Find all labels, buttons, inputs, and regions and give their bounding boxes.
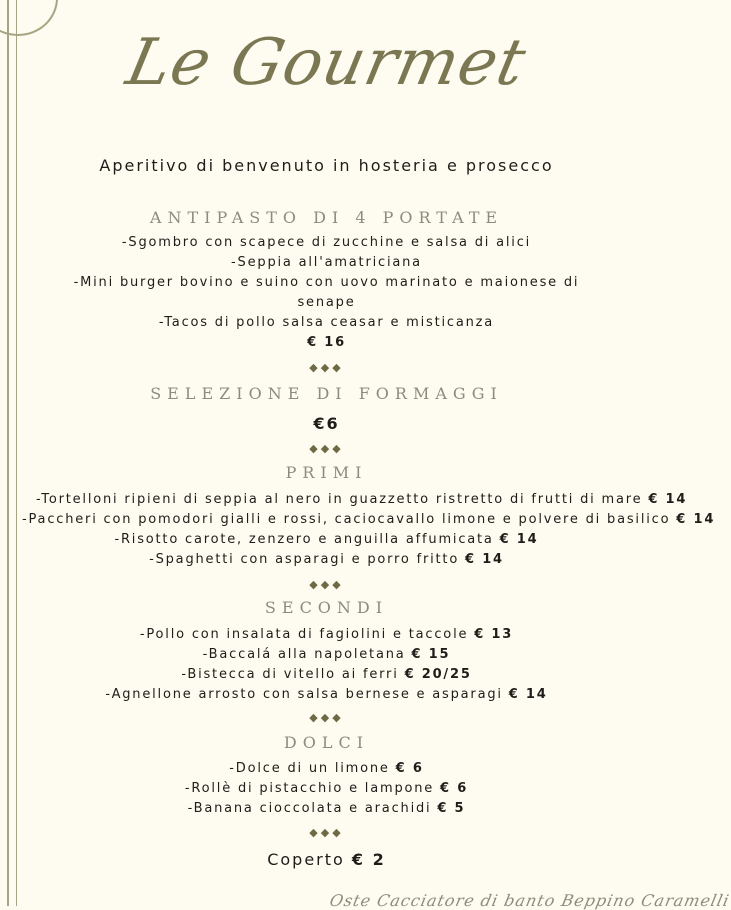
separator-diamonds: ◆◆◆ [309,711,344,724]
formaggi-price: €6 [313,414,340,433]
antipasto-heading: ANTIPASTO DI 4 PORTATE [149,208,504,227]
primi-item: -Tortelloni ripieni di seppia al nero in guazzetto ristretto di frutti di mare € 14 [36,492,688,507]
secondi-item: -Pollo con insalata di fagiolini e taccole € 13 [139,627,514,642]
dolci-heading: DOLCI [283,733,370,752]
welcome-text: Aperitivo di benvenuto in hosteria e prosecco [99,156,554,175]
dolci-item: -Dolce di un limone € 6 [229,761,424,776]
primi-item: -Risotto carote, zenzero e anguilla affumicata € 14 [114,532,539,547]
secondi-item: -Bistecca di vitello ai ferri € 20/25 [181,667,472,682]
footer-signature: Oste Cacciatore di banto Beppino Caramelli [327,891,731,910]
restaurant-title: Le Gourmet [120,26,533,100]
antipasto-item: -Seppia all'amatriciana [231,255,422,270]
secondi-heading: SECONDI [264,598,389,617]
separator-diamonds: ◆◆◆ [309,826,344,839]
coperto-line: Coperto € 2 [267,850,386,869]
primi-item: -Paccheri con pomodori gialli e rossi, caciocavallo limone e polvere di basilico € 14 [22,512,716,527]
primi-item: -Spaghetti con asparagi e porro fritto € 14 [149,552,504,567]
primi-heading: PRIMI [285,463,368,482]
antipasto-item: senape [297,295,356,310]
secondi-item: -Baccalá alla napoletana € 15 [202,647,451,662]
formaggi-heading: SELEZIONE DI FORMAGGI [150,384,503,403]
separator-diamonds: ◆◆◆ [309,442,344,455]
dolci-item: -Rollè di pistacchio e lampone € 6 [184,781,469,796]
antipasto-item: -Tacos di pollo salsa ceasar e misticanza [158,315,495,330]
dolci-item: -Banana cioccolata e arachidi € 5 [187,801,466,816]
secondi-item: -Agnellone arrosto con salsa bernese e asparagi € 14 [105,687,548,702]
separator-diamonds: ◆◆◆ [309,361,344,374]
antipasto-price: € 16 [307,335,346,350]
antipasto-item: -Mini burger bovino e suino con uovo marinato e maionese di [73,275,580,290]
separator-diamonds: ◆◆◆ [309,578,344,591]
antipasto-item: -Sgombro con scapece di zucchine e salsa di alici [121,235,532,250]
